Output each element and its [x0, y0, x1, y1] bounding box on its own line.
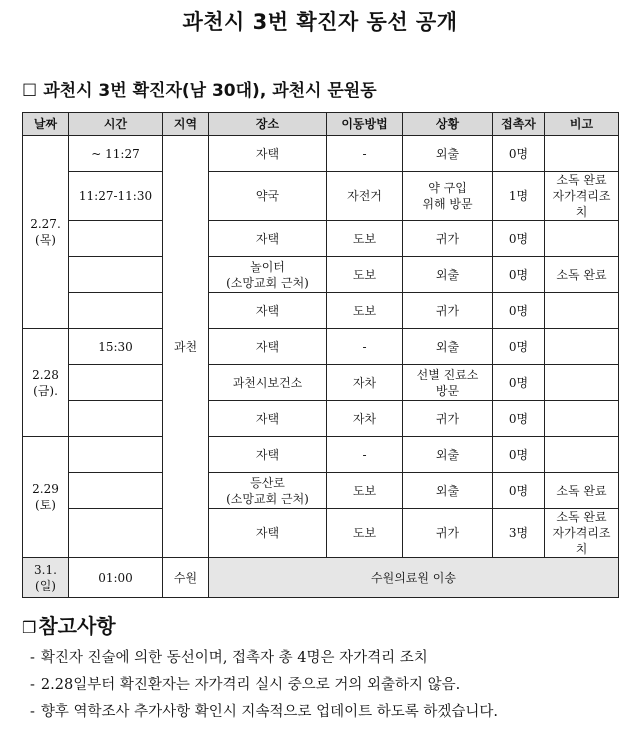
- contacts-cell-text: 0명: [508, 375, 529, 390]
- place-cell: [209, 293, 327, 329]
- contacts-cell-text: 0명: [508, 339, 529, 354]
- notes-list: [30, 645, 630, 726]
- contacts-cell: [493, 257, 545, 293]
- notes-cell: [545, 221, 619, 257]
- place-cell-text: 자택: [255, 303, 280, 318]
- transport-cell-text: 도보: [352, 303, 377, 318]
- place-cell-text: 자택: [255, 411, 280, 426]
- status-cell-text-line2: 방문: [435, 383, 460, 398]
- table-row: [23, 136, 619, 172]
- transport-cell: [327, 221, 403, 257]
- table-row: [23, 473, 619, 509]
- transport-cell-text: 자차: [352, 375, 377, 390]
- notes-cell-text: 소독 완료: [556, 267, 607, 282]
- notes-cell-text: 소독 완료: [556, 173, 607, 187]
- transport-cell: [327, 509, 403, 558]
- header-place: 장소: [209, 113, 327, 136]
- status-cell-text: 외출: [435, 447, 460, 462]
- contacts-cell-text: 0명: [508, 146, 529, 161]
- place-cell: [209, 401, 327, 437]
- notes-cell: [545, 293, 619, 329]
- status-cell: [403, 293, 493, 329]
- transport-cell-text: 도보: [352, 267, 377, 282]
- region-cell: [163, 558, 209, 598]
- place-cell: [209, 136, 327, 172]
- place-cell-text-line2: (소망교회 근처): [226, 275, 309, 290]
- status-cell: [403, 257, 493, 293]
- region-cell: [163, 136, 209, 558]
- transport-cell: [327, 437, 403, 473]
- place-cell-text: 자택: [255, 146, 280, 161]
- table-row: [23, 437, 619, 473]
- notes-cell: [545, 365, 619, 401]
- contacts-cell: [493, 293, 545, 329]
- contacts-cell: [493, 221, 545, 257]
- time-cell: [69, 257, 163, 293]
- contacts-cell: [493, 473, 545, 509]
- time-cell-text: 15:30: [98, 339, 133, 354]
- date-cell-text-line2: (일): [35, 578, 56, 593]
- transport-cell-text: 도보: [352, 526, 377, 540]
- status-cell: [403, 136, 493, 172]
- note-item: - 향후 역학조사 추가사항 확인시 지속적으로 업데이트 하도록 하겠습니다.: [30, 704, 498, 720]
- transport-cell: [327, 257, 403, 293]
- notes-cell: [545, 136, 619, 172]
- time-cell-text: ~ 11:27: [91, 146, 140, 161]
- transport-cell-text: -: [362, 339, 367, 354]
- place-cell: [209, 509, 327, 558]
- notes-cell-text: 소독 완료: [556, 510, 607, 524]
- contacts-cell-text: 0명: [508, 303, 529, 318]
- route-table: [22, 112, 619, 598]
- status-cell: [403, 365, 493, 401]
- table-row: [23, 558, 619, 598]
- status-cell-text: 귀가: [435, 411, 460, 426]
- contacts-cell-text: 0명: [508, 483, 529, 498]
- header-transport: 이동방법: [327, 113, 403, 136]
- contacts-cell: [493, 172, 545, 221]
- notes-heading: [22, 610, 116, 639]
- contacts-cell-text: 0명: [508, 447, 529, 462]
- time-cell: [69, 509, 163, 558]
- table-row: [23, 329, 619, 365]
- time-cell: [69, 136, 163, 172]
- time-cell: [69, 473, 163, 509]
- patient-subtitle: [22, 76, 377, 101]
- place-cell: [209, 257, 327, 293]
- notes-cell: [545, 172, 619, 221]
- table-row: [23, 221, 619, 257]
- date-cell-text: 2.29: [32, 482, 59, 496]
- transport-cell-text: -: [362, 447, 367, 462]
- place-cell-text: 놀이터: [250, 259, 285, 274]
- contacts-cell: [493, 329, 545, 365]
- contacts-cell: [493, 136, 545, 172]
- place-cell-text: 자택: [255, 231, 280, 246]
- status-cell-text: 외출: [435, 267, 460, 282]
- place-cell: [209, 365, 327, 401]
- status-cell: [403, 172, 493, 221]
- square-bullet-icon: ❒: [22, 618, 37, 637]
- checkbox-icon: ☐: [22, 81, 38, 101]
- place-cell: [209, 437, 327, 473]
- date-cell: [23, 136, 69, 329]
- header-status: 상황: [403, 113, 493, 136]
- place-cell-text: 과천시보건소: [232, 375, 303, 390]
- table-row: [23, 509, 619, 558]
- table-row: [23, 293, 619, 329]
- place-cell-text: 자택: [255, 339, 280, 354]
- contacts-cell-text: 0명: [508, 231, 529, 246]
- status-cell: [403, 401, 493, 437]
- transport-cell: [327, 401, 403, 437]
- time-cell: [69, 293, 163, 329]
- route-table-body: [23, 136, 619, 598]
- transport-cell: [327, 136, 403, 172]
- time-cell: [69, 172, 163, 221]
- date-cell-text: 2.28: [32, 367, 59, 382]
- time-cell: [69, 221, 163, 257]
- place-cell-text: 자택: [255, 526, 280, 540]
- status-cell-text: 외출: [435, 483, 460, 498]
- transfer-cell: [209, 558, 619, 598]
- notes-cell: [545, 509, 619, 558]
- contacts-cell-text: 0명: [508, 267, 529, 282]
- time-cell: [69, 558, 163, 598]
- notes-cell-text-line2: 자가격리조치: [552, 526, 611, 556]
- transport-cell-text: 자전거: [347, 189, 382, 203]
- region-cell-text: 과천: [173, 339, 198, 354]
- place-cell: [209, 172, 327, 221]
- table-row: [23, 257, 619, 293]
- contacts-cell-text: 3명: [508, 526, 529, 540]
- note-text: 확진자 진술에 의한 동선이며, 접촉자 총 4명은 자가격리 조치: [40, 650, 428, 666]
- date-cell: [23, 437, 69, 558]
- time-cell: [69, 437, 163, 473]
- notes-cell: [545, 257, 619, 293]
- date-cell-text: 3.1.: [34, 562, 57, 577]
- status-cell-text: 외출: [435, 146, 460, 161]
- time-cell: [69, 401, 163, 437]
- date-cell-text-line2: (토): [35, 498, 56, 512]
- header-date: 날짜: [23, 113, 69, 136]
- table-row: [23, 401, 619, 437]
- transport-cell: [327, 365, 403, 401]
- status-cell-text: 외출: [435, 339, 460, 354]
- contacts-cell: [493, 509, 545, 558]
- place-cell-text: 약국: [255, 189, 280, 203]
- status-cell: [403, 509, 493, 558]
- date-cell-text: 2.27.: [30, 217, 61, 231]
- place-cell-text-line2: (소망교회 근처): [226, 491, 309, 506]
- status-cell-text: 귀가: [435, 231, 460, 246]
- note-text: 향후 역학조사 추가사항 확인시 지속적으로 업데이트 하도록 하겠습니다.: [40, 704, 498, 720]
- place-cell: [209, 473, 327, 509]
- notes-cell: [545, 473, 619, 509]
- status-cell-text: 귀가: [435, 526, 460, 540]
- date-cell-text-line2: (금).: [33, 383, 58, 398]
- contacts-cell: [493, 437, 545, 473]
- table-row: [23, 172, 619, 221]
- place-cell: [209, 329, 327, 365]
- header-notes: 비고: [545, 113, 619, 136]
- notes-cell: [545, 329, 619, 365]
- transport-cell-text: 도보: [352, 483, 377, 498]
- contacts-cell: [493, 365, 545, 401]
- status-cell: [403, 437, 493, 473]
- notes-cell-text: 소독 완료: [556, 483, 607, 498]
- transport-cell: [327, 329, 403, 365]
- region-cell-text: 수원: [173, 570, 198, 585]
- status-cell: [403, 221, 493, 257]
- note-item: - 확진자 진술에 의한 동선이며, 접촉자 총 4명은 자가격리 조치: [30, 650, 428, 666]
- transport-cell-text: -: [362, 146, 367, 161]
- notes-cell: [545, 437, 619, 473]
- note-text: 2.28일부터 확진환자는 자가격리 실시 중으로 거의 외출하지 않음.: [40, 677, 461, 693]
- transport-cell: [327, 172, 403, 221]
- status-cell-text: 귀가: [435, 303, 460, 318]
- transfer-cell-text: 수원의료원 이송: [371, 570, 456, 585]
- date-cell-text-line2: (목): [35, 233, 56, 247]
- date-cell: [23, 329, 69, 437]
- note-item: - 2.28일부터 확진환자는 자가격리 실시 중으로 거의 외출하지 않음.: [30, 677, 461, 693]
- contacts-cell-text: 1명: [508, 189, 529, 203]
- time-cell-text: 01:00: [98, 570, 133, 585]
- status-cell: [403, 473, 493, 509]
- table-header-row: [23, 113, 619, 136]
- date-cell: [23, 558, 69, 598]
- status-cell-text-line2: 위해 방문: [422, 197, 473, 211]
- time-cell: [69, 365, 163, 401]
- place-cell: [209, 221, 327, 257]
- place-cell-text: 자택: [255, 447, 280, 462]
- transport-cell: [327, 473, 403, 509]
- contacts-cell-text: 0명: [508, 411, 529, 426]
- status-cell-text: 약 구입: [428, 181, 467, 195]
- contacts-cell: [493, 401, 545, 437]
- header-time: 시간: [69, 113, 163, 136]
- place-cell-text: 등산로: [250, 475, 285, 490]
- notes-cell: [545, 401, 619, 437]
- table-row: [23, 365, 619, 401]
- header-contacts: 접촉자: [493, 113, 545, 136]
- time-cell: [69, 329, 163, 365]
- transport-cell-text: 자차: [352, 411, 377, 426]
- header-region: 지역: [163, 113, 209, 136]
- notes-heading-text: 참고사항: [38, 614, 116, 638]
- transport-cell: [327, 293, 403, 329]
- status-cell: [403, 329, 493, 365]
- status-cell-text: 선별 진료소: [416, 367, 479, 382]
- time-cell-text: 11:27-11:30: [78, 189, 153, 203]
- transport-cell-text: 도보: [352, 231, 377, 246]
- notes-cell-text-line2: 자가격리조치: [552, 189, 611, 219]
- page-title: 과천시 3번 확진자 동선 공개: [182, 10, 458, 34]
- patient-subtitle-text: 과천시 3번 확진자(남 30대), 과천시 문원동: [43, 81, 377, 101]
